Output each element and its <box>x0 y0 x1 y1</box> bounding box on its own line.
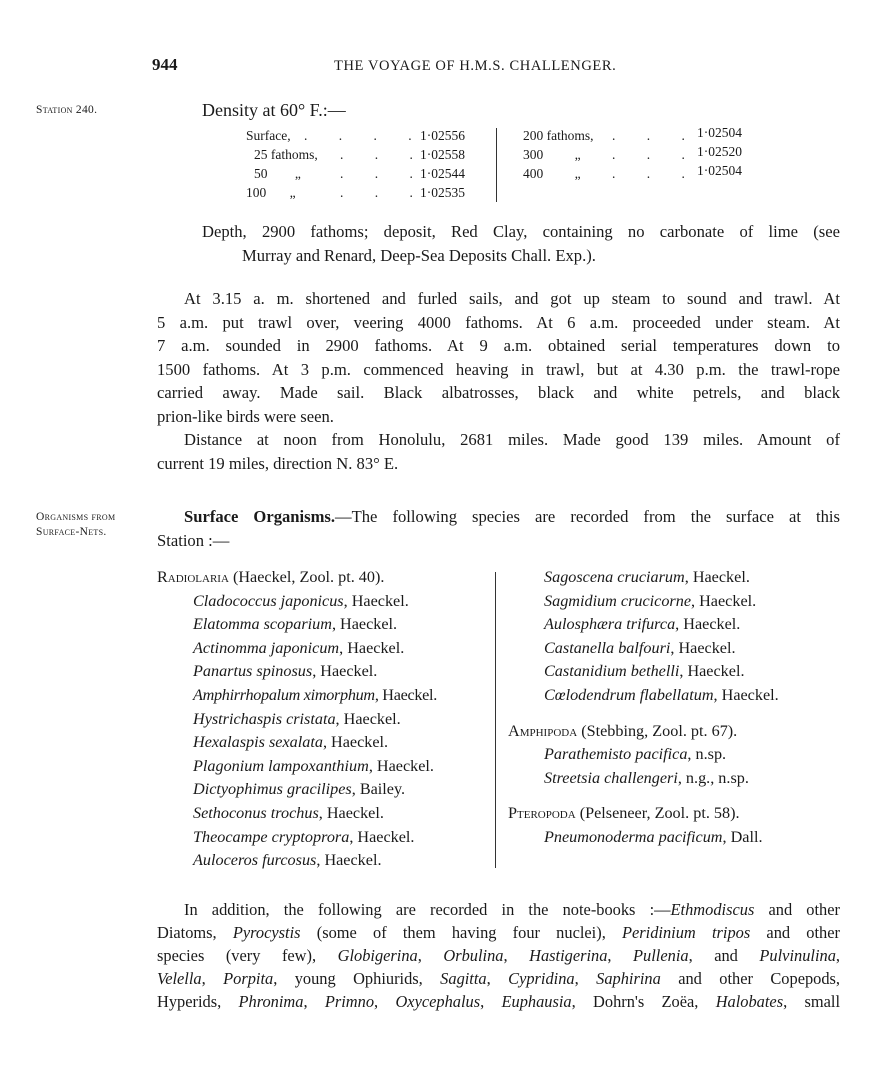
species-name: Streetsia challengeri <box>544 768 678 787</box>
species-name: Hystrichaspis cristata <box>193 709 336 728</box>
narrative-line: carried away. Made sail. Black albatrosses, black and white petrels, and black <box>157 383 840 402</box>
taxon: Oxycephalus <box>395 992 481 1011</box>
text-run: species (very few), <box>157 946 338 965</box>
text-run: , <box>486 969 509 988</box>
notebooks-line <box>157 898 840 921</box>
species-author: , Haeckel. <box>368 756 434 775</box>
page-number: 944 <box>152 55 178 74</box>
text-run: Hyperids, <box>157 992 239 1011</box>
species-author: , Haeckel. <box>691 591 757 610</box>
text-run: , <box>574 969 597 988</box>
taxon: Pulvinulina <box>759 946 836 965</box>
notebooks-line <box>157 944 840 967</box>
species-name: Aulosphæra trifurca <box>544 615 676 634</box>
species-author: , Haeckel. <box>343 591 409 610</box>
density-left-value: 1·02535 <box>420 185 465 200</box>
margin-organisms <box>36 510 115 540</box>
narrative-line: 7 a.m. sounded in 2900 fathoms. At 9 a.m. obtained serial temperatures down to <box>157 336 840 355</box>
species-author: , Haeckel. <box>679 662 745 681</box>
depth-line: Depth, 2900 fathoms; deposit, Red Clay, containing no carbonate of lime (see <box>202 222 840 241</box>
species-name: Elatomma scoparium <box>193 615 332 634</box>
narrative-line: 5 a.m. put trawl over, veering 4000 fathoms. At 6 a.m. proceeded under steam. At <box>157 312 840 332</box>
density-left-depth: 25 fathoms, <box>254 147 318 162</box>
species-item <box>157 802 437 826</box>
notebooks-line <box>157 967 840 990</box>
species-name: Parathemisto pacifica <box>544 745 688 764</box>
species-item <box>157 613 437 637</box>
surface-rest: —The following species are recorded from the surface at this <box>335 507 840 526</box>
species-name: Theocampe cryptoprora <box>193 827 350 846</box>
species-name: Actinomma japonicum <box>193 638 340 657</box>
species-item <box>508 826 779 850</box>
species-name: Sethoconus trochus <box>193 803 319 822</box>
species-item <box>157 637 437 661</box>
species-author: , Haeckel. <box>335 709 401 728</box>
species-author: , Haeckel. <box>675 615 741 634</box>
species-item <box>157 755 437 779</box>
species-item <box>508 613 779 637</box>
species-name: Cladococcus japonicus <box>193 591 344 610</box>
text-run: , <box>835 946 840 965</box>
density-right-depth: 400 „ <box>523 166 581 181</box>
narrative-paragraph <box>157 287 840 475</box>
surface-intro-line: Station :— <box>157 530 230 550</box>
taxon: Phronima <box>238 992 304 1011</box>
species-name: Panartus spinosus <box>193 662 313 681</box>
species-item <box>157 731 437 755</box>
species-author: , Haeckel. <box>339 638 405 657</box>
density-right-depth: 300 „ <box>523 147 581 162</box>
surface-heading: Surface Organisms. <box>184 507 336 526</box>
species-author: , Bailey. <box>351 780 406 799</box>
margin-organisms-line1: Organisms from <box>36 511 116 523</box>
text-run: , <box>480 992 502 1011</box>
species-item <box>157 826 437 850</box>
taxon: Pullenia <box>633 946 689 965</box>
species-name: Cœlodendrum flabellatum <box>544 685 714 704</box>
group-ref: (Haeckel, Zool. pt. 40). <box>228 568 385 586</box>
group-name: Radiolaria <box>157 568 229 586</box>
taxon: Saphirina <box>596 969 661 988</box>
species-column-divider <box>495 572 496 868</box>
species-column-right <box>508 566 779 850</box>
species-item <box>508 590 779 614</box>
density-title: Density at 60° F.:— <box>202 100 346 120</box>
density-left-value: 1·02544 <box>420 166 465 181</box>
surface-intro-line <box>157 505 840 529</box>
text-run: , and <box>688 946 760 965</box>
species-author: , Haeckel. <box>316 851 382 870</box>
notebooks-paragraph <box>157 898 840 1013</box>
species-author: , Haeckel. <box>713 685 779 704</box>
narrative-line: current 19 miles, direction N. 83° E. <box>157 453 399 473</box>
leader-dots: . . . <box>340 166 427 181</box>
species-author: , n.sp. <box>687 745 727 764</box>
text-run: and other <box>754 900 840 919</box>
species-item <box>508 767 779 791</box>
depth-line: Murray and Renard, Deep-Sea Deposits Chall. Exp.). <box>242 245 596 265</box>
density-right-value: 1·02504 <box>697 163 742 178</box>
notebooks-line <box>157 921 840 944</box>
species-item <box>508 637 779 661</box>
species-name: Hexalaspis sexalata <box>193 733 323 752</box>
text-run: , small <box>783 992 840 1011</box>
species-item <box>157 778 437 802</box>
group-ref: (Pelseneer, Zool. pt. 58). <box>575 804 740 823</box>
narrative-line: Distance at noon from Honolulu, 2681 miles. Made good 139 miles. Amount of <box>184 430 840 449</box>
text-run: , young Ophiurids, <box>273 969 441 988</box>
density-left-value: 1·02556 <box>420 128 465 143</box>
density-left-depth: 100 „ <box>246 185 296 200</box>
surface-organisms-intro <box>157 505 840 552</box>
text-run: In addition, the following are recorded in the note-books :— <box>184 900 671 919</box>
density-left-depth: 50 „ <box>254 166 301 181</box>
text-run: and other Copepods, <box>660 969 841 988</box>
species-name: Amphirrhopalum ximorphum <box>193 685 375 704</box>
text-run: , <box>503 946 530 965</box>
species-author: , Haeckel. <box>349 827 415 846</box>
leader-dots: . . . <box>340 147 427 162</box>
species-author: , Haeckel. <box>670 638 736 657</box>
species-name: Auloceros furcosus <box>193 851 317 870</box>
taxon: Cypridina <box>508 969 575 988</box>
narrative-line: 1500 fathoms. At 3 p.m. commenced heaving in trawl, but at 4.30 p.m. the trawl-rope <box>157 359 840 379</box>
group-ref: (Stebbing, Zool. pt. 67). <box>577 721 738 740</box>
leader-dots: . . . <box>612 147 699 162</box>
taxon: Porpita <box>223 969 274 988</box>
taxon: Sagitta <box>440 969 487 988</box>
species-name: Dictyophimus gracilipes <box>193 780 352 799</box>
text-run: and other <box>750 923 840 942</box>
species-item <box>508 566 779 590</box>
radiolaria-heading <box>157 566 437 590</box>
column-divider <box>496 128 497 202</box>
narrative-line: prion-like birds were seen. <box>157 406 334 426</box>
notebooks-line <box>157 990 840 1013</box>
leader-dots: . . . <box>340 185 427 200</box>
density-right-value: 1·02520 <box>697 144 742 159</box>
species-name: Pneumonoderma pacificum <box>544 827 723 846</box>
species-item <box>157 684 437 708</box>
species-author: , Haeckel. <box>331 615 398 634</box>
species-name: Plagonium lampoxanthium <box>193 756 369 775</box>
species-item <box>157 849 437 873</box>
text-run: , <box>303 992 325 1011</box>
species-item <box>157 708 437 732</box>
species-item <box>508 660 779 684</box>
species-name: Castanella balfouri <box>544 638 671 657</box>
leader-dots: . . . . <box>304 128 426 143</box>
taxon: Ethmodiscus <box>670 900 755 919</box>
taxon: Hastigerina <box>529 946 608 965</box>
running-title: THE VOYAGE OF H.M.S. CHALLENGER. <box>334 58 617 74</box>
group-name: Amphipoda <box>508 721 578 740</box>
text-run: , <box>417 946 444 965</box>
density-left-value: 1·02558 <box>420 147 465 162</box>
leader-dots: . . . <box>612 128 699 143</box>
text-run: , <box>201 969 224 988</box>
taxon: Pyrocystis <box>232 923 301 942</box>
taxon: Peridinium tripos <box>622 923 751 942</box>
density-right-value: 1·02504 <box>697 125 742 140</box>
text-run: (some of them having four nuclei), <box>300 923 622 942</box>
species-item <box>157 590 437 614</box>
species-author: , n.g., n.sp. <box>677 768 749 787</box>
pteropoda-heading <box>508 802 779 826</box>
species-author: , Haeckel. <box>318 803 384 822</box>
taxon: Globigerina <box>337 946 418 965</box>
species-name: Castanidium bethelli <box>544 662 680 681</box>
margin-organisms-line2: Surface-Nets. <box>36 526 107 538</box>
species-item <box>157 660 437 684</box>
group-name: Pteropoda <box>508 804 576 823</box>
species-author: , Haeckel. <box>374 685 437 704</box>
text-run: , Dohrn's Zoëa, <box>571 992 716 1011</box>
density-right-depth: 200 fathoms, <box>523 128 594 143</box>
taxon: Euphausia <box>501 992 572 1011</box>
taxon: Halobates <box>715 992 784 1011</box>
depth-paragraph <box>202 220 840 267</box>
species-name: Sagoscena cruciarum <box>544 568 685 586</box>
amphipoda-heading <box>508 720 779 744</box>
narrative-line: At 3.15 a. m. shortened and furled sails, and got up steam to sound and trawl. At <box>184 289 840 308</box>
species-column-left <box>157 566 437 873</box>
species-author: , Haeckel. <box>312 662 378 681</box>
taxon: Primno <box>324 992 375 1011</box>
species-name: Sagmidium crucicorne <box>544 591 692 610</box>
species-item <box>508 743 779 767</box>
text-run: , <box>607 946 634 965</box>
species-author: , Dall. <box>722 827 763 846</box>
text-run: Diatoms, <box>157 923 233 942</box>
species-author: , Haeckel. <box>684 568 750 586</box>
leader-dots: . . . <box>612 166 699 181</box>
species-author: , Haeckel. <box>322 733 389 752</box>
species-item <box>508 684 779 708</box>
taxon: Velella <box>157 969 202 988</box>
margin-station: Station 240. <box>36 104 98 116</box>
taxon: Orbulina <box>443 946 504 965</box>
density-left-depth: Surface, <box>246 128 291 143</box>
text-run: , <box>374 992 396 1011</box>
